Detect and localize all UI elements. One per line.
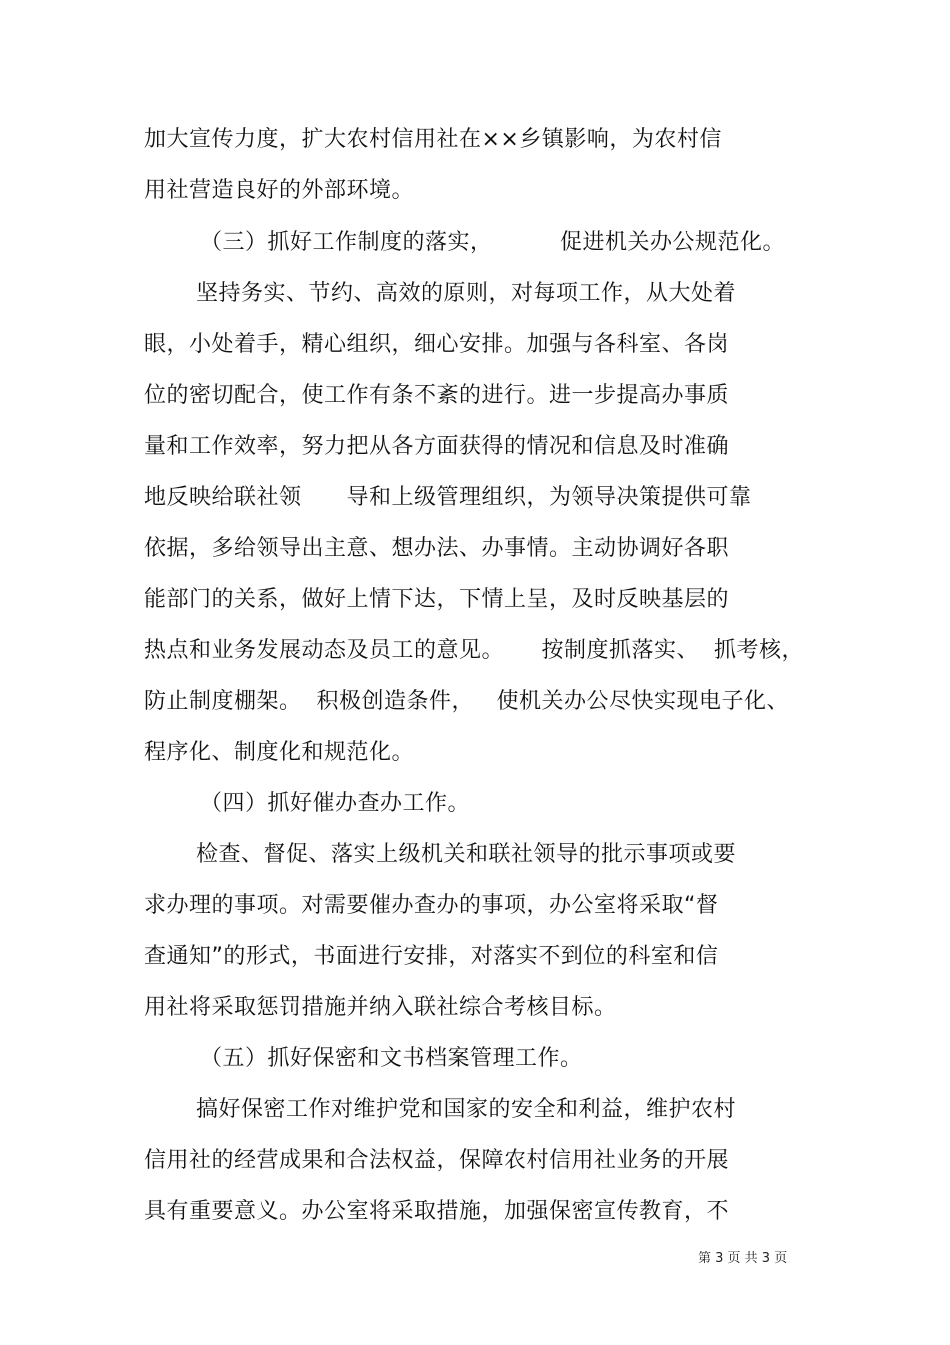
text-line: 用社将采取惩罚措施并纳入联社综合考核目标。 <box>144 995 617 1020</box>
text-line: 加大宣传力度，扩大农村信用社在××乡镇影响，为农村信 <box>144 127 722 152</box>
text-line: 搞好保密工作对维护党和国家的安全和利益，维护农村 <box>196 1097 737 1122</box>
text-line: 坚持务实、节约、高效的原则，对每项工作，从大处着 <box>196 281 737 306</box>
section-heading: （四）抓好催办查办工作。 <box>200 791 471 816</box>
text-line: 求办理的事项。对需要催办查办的事项，办公室将采取“督 <box>144 893 719 918</box>
text-line: 信用社的经营成果和合法权益，保障农村信用社业务的开展 <box>144 1148 730 1173</box>
text-line: 位的密切配合，使工作有条不紊的进行。进一步提高办事质 <box>144 383 730 408</box>
text-line: 量和工作效率，努力把从各方面获得的情况和信息及时准确 <box>144 434 730 459</box>
page-number-footer: 第 3 页 共 3 页 <box>698 1251 788 1266</box>
text-line: 能部门的关系，做好上情下达，下情上呈，及时反映基层的 <box>144 587 730 612</box>
text-line: 查通知”的形式，书面进行安排，对落实不到位的科室和信 <box>144 944 719 969</box>
text-line: 检查、督促、落实上级机关和联社领导的批示事项或要 <box>196 842 737 867</box>
text-line: 用社营造良好的外部环境。 <box>144 178 415 203</box>
text-line: 依据，多给领导出主意、想办法、办事情。主动协调好各职 <box>144 536 730 561</box>
text-line: 程序化、制度化和规范化。 <box>144 740 415 765</box>
text-line: 防止制度棚架。 积极创造条件， 使机关办公尽快实现电子化、 <box>144 689 789 714</box>
text-line: 具有重要意义。办公室将采取措施，加强保密宣传教育，不 <box>144 1199 730 1224</box>
text-line: 眼，小处着手，精心组织，细心安排。加强与各科室、各岗 <box>144 332 730 357</box>
text-line: 热点和业务发展动态及员工的意见。 按制度抓落实、 抓考核， <box>144 638 804 663</box>
section-heading: （三）抓好工作制度的落实， 促进机关办公规范化。 <box>200 230 785 255</box>
text-line: 地反映给联社领 导和上级管理组织，为领导决策提供可靠 <box>144 485 752 510</box>
section-heading: （五）抓好保密和文书档案管理工作。 <box>200 1046 583 1071</box>
